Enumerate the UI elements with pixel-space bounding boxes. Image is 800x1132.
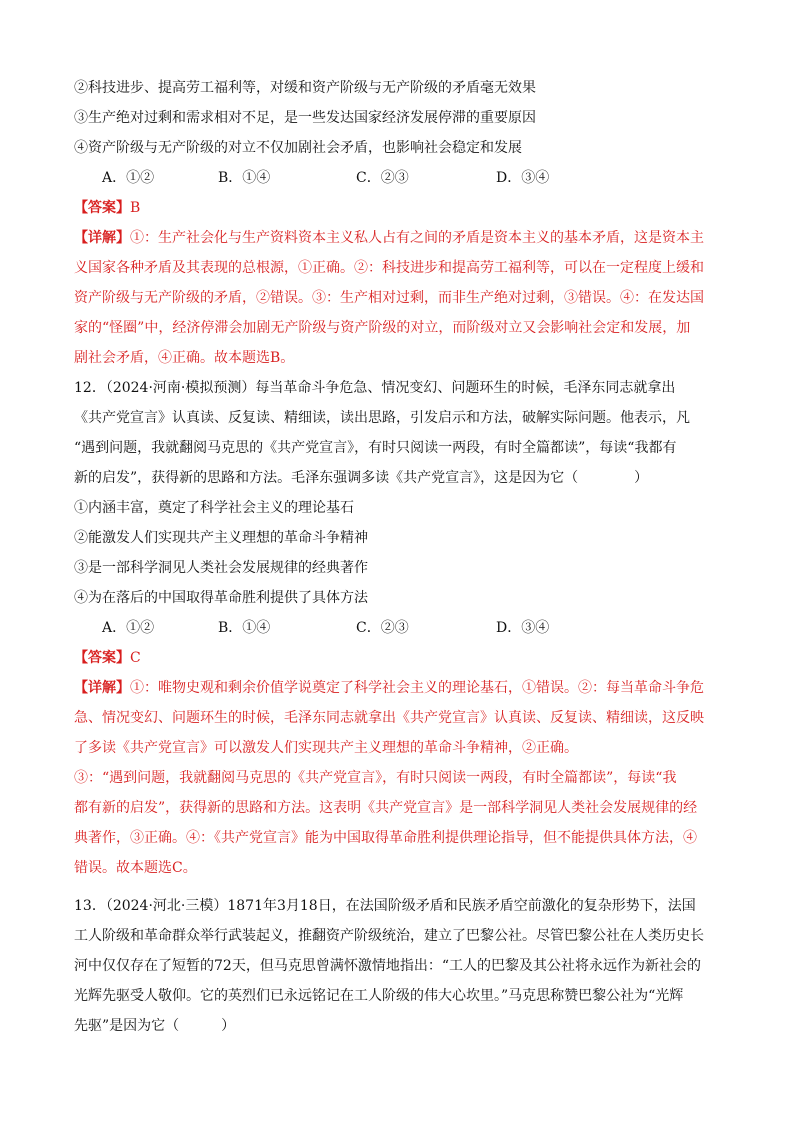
q11-answer: [74, 198, 730, 220]
detail-text: ①：生产社会化与生产资料资本主义私人占有之间的矛盾是资本主义的基本矛盾，这是资本主: [130, 230, 704, 246]
q13-stem-line-1: 13．（2024·河北·三模）1871年3月18日，在法国阶级矛盾和民族矛盾空前激化的复杂形势下，法国: [74, 898, 696, 914]
q11-detail-line-5: 剧社会矛盾，④正确。故本题选B。: [74, 350, 295, 366]
q11-detail-line-1: [74, 228, 730, 250]
q11-statement-2: ②科技进步、提高劳工福利等，对缓和资产阶级与无产阶级的矛盾毫无效果: [74, 80, 536, 96]
q12-detail-line-6: 典著作，③正确。④：《共产党宣言》能为中国取得革命胜利提供理论指导，但不能提供具体方法，④: [74, 830, 697, 846]
q11-detail-line-2: 义国家各种矛盾及其表现的总根源，①正确。②：科技进步和提高劳工福利等，可以在一定程度上缓和: [74, 260, 704, 276]
q11-options: [102, 168, 662, 190]
q12-detail-line-4: ③：“遇到问题，我就翻阅马克思的《共产党宣言》，有时只阅读一两段，有时全篇都读”，每读“我: [74, 770, 677, 786]
detail-tag: 【详解】: [74, 230, 130, 246]
q11-statement-4: ④资产阶级与无产阶级的对立不仅加剧社会矛盾，也影响社会稳定和发展: [74, 140, 522, 156]
detail-text: ①：唯物史观和剩余价值学说奠定了科学社会主义的理论基石，①错误。②：每当革命斗争危: [130, 680, 704, 696]
q12-stem-line-2: 《共产党宣言》认真读、反复读、精细读，读出思路，引发启示和方法，破解实际问题。他表示，凡: [74, 410, 690, 426]
q11-detail-line-3: 资产阶级与无产阶级的矛盾，②错误。③：生产相对过剩，而非生产绝对过剩，③错误。④：在发达国: [74, 290, 704, 306]
q13-stem-line-4: 光辉先驱受人敬仰。它的英烈们已永远铭记在工人阶级的伟大心坎里。”马克思称赞巴黎公社为“光辉: [74, 988, 684, 1004]
detail-tag: 【详解】: [74, 680, 130, 696]
q12-detail-line-7: 错误。故本题选C。: [74, 860, 197, 876]
q12-detail-line-2: 急、情况变幻、问题环生的时候，毛泽东同志就拿出《共产党宣言》认真读、反复读、精细读，这反映: [74, 710, 704, 726]
q13-stem-line-3: 河中仅仅存在了短暂的72天，但马克思曾满怀激情地指出：“工人的巴黎及其公社将永远作为新社会的: [74, 958, 701, 974]
answer-tag: 【答案】: [74, 200, 130, 216]
q11-detail-line-4: 家的“怪圈”中，经济停滞会加剧无产阶级与资产阶级的对立，而阶级对立又会影响社会定和发展，加: [74, 320, 691, 336]
q12-option-a: A．①②: [102, 620, 155, 636]
answer-value: B: [130, 200, 141, 216]
answer-tag: 【答案】: [74, 650, 130, 666]
q12-option-c: C．②③: [356, 620, 409, 636]
q12-detail-line-5: 都有新的启发”，获得新的思路和方法。这表明《共产党宣言》是一部科学洞见人类社会发展规律的经: [74, 800, 698, 816]
q13-stem-line-2: 工人阶级和革命群众举行武装起义，推翻资产阶级统治，建立了巴黎公社。尽管巴黎公社在人类历史长: [74, 928, 704, 944]
q12-detail-line-3: 了多读《共产党宣言》可以激发人们实现共产主义理想的革命斗争精神，②正确。: [74, 740, 578, 756]
answer-value: C: [130, 650, 141, 666]
q12-statement-3: ③是一部科学洞见人类社会发展规律的经典著作: [74, 560, 368, 576]
q12-statement-2: ②能激发人们实现共产主义理想的革命斗争精神: [74, 530, 368, 546]
q12-stem-line-3: “遇到问题，我就翻阅马克思的《共产党宣言》，有时只阅读一两段，有时全篇都读”，每读“我都有: [74, 440, 677, 456]
q11-option-d: D．③④: [496, 170, 550, 186]
q12-statement-4: ④为在落后的中国取得革命胜利提供了具体方法: [74, 590, 368, 606]
q12-options: [102, 618, 662, 640]
q12-option-b: B．①④: [218, 620, 271, 636]
q11-statement-3: ③生产绝对过剩和需求相对不足，是一些发达国家经济发展停滞的重要原因: [74, 110, 536, 126]
q13-stem-line-5: 先驱”是因为它（ ）: [74, 1018, 236, 1034]
q12-detail-line-1: [74, 678, 730, 700]
q12-stem-line-1: 12．（2024·河南·模拟预测）每当革命斗争危急、情况变幻、问题环生的时候，毛泽东同志就拿出: [74, 380, 676, 396]
q12-stem-line-4: 新的启发”，获得新的思路和方法。毛泽东强调多读《共产党宣言》，这是因为它（ ）: [74, 470, 649, 486]
q11-option-b: B．①④: [218, 170, 271, 186]
q11-option-a: A．①②: [102, 170, 155, 186]
q11-option-c: C．②③: [356, 170, 409, 186]
q12-option-d: D．③④: [496, 620, 550, 636]
q12-answer: [74, 648, 730, 670]
q12-statement-1: ①内涵丰富，奠定了科学社会主义的理论基石: [74, 500, 354, 516]
